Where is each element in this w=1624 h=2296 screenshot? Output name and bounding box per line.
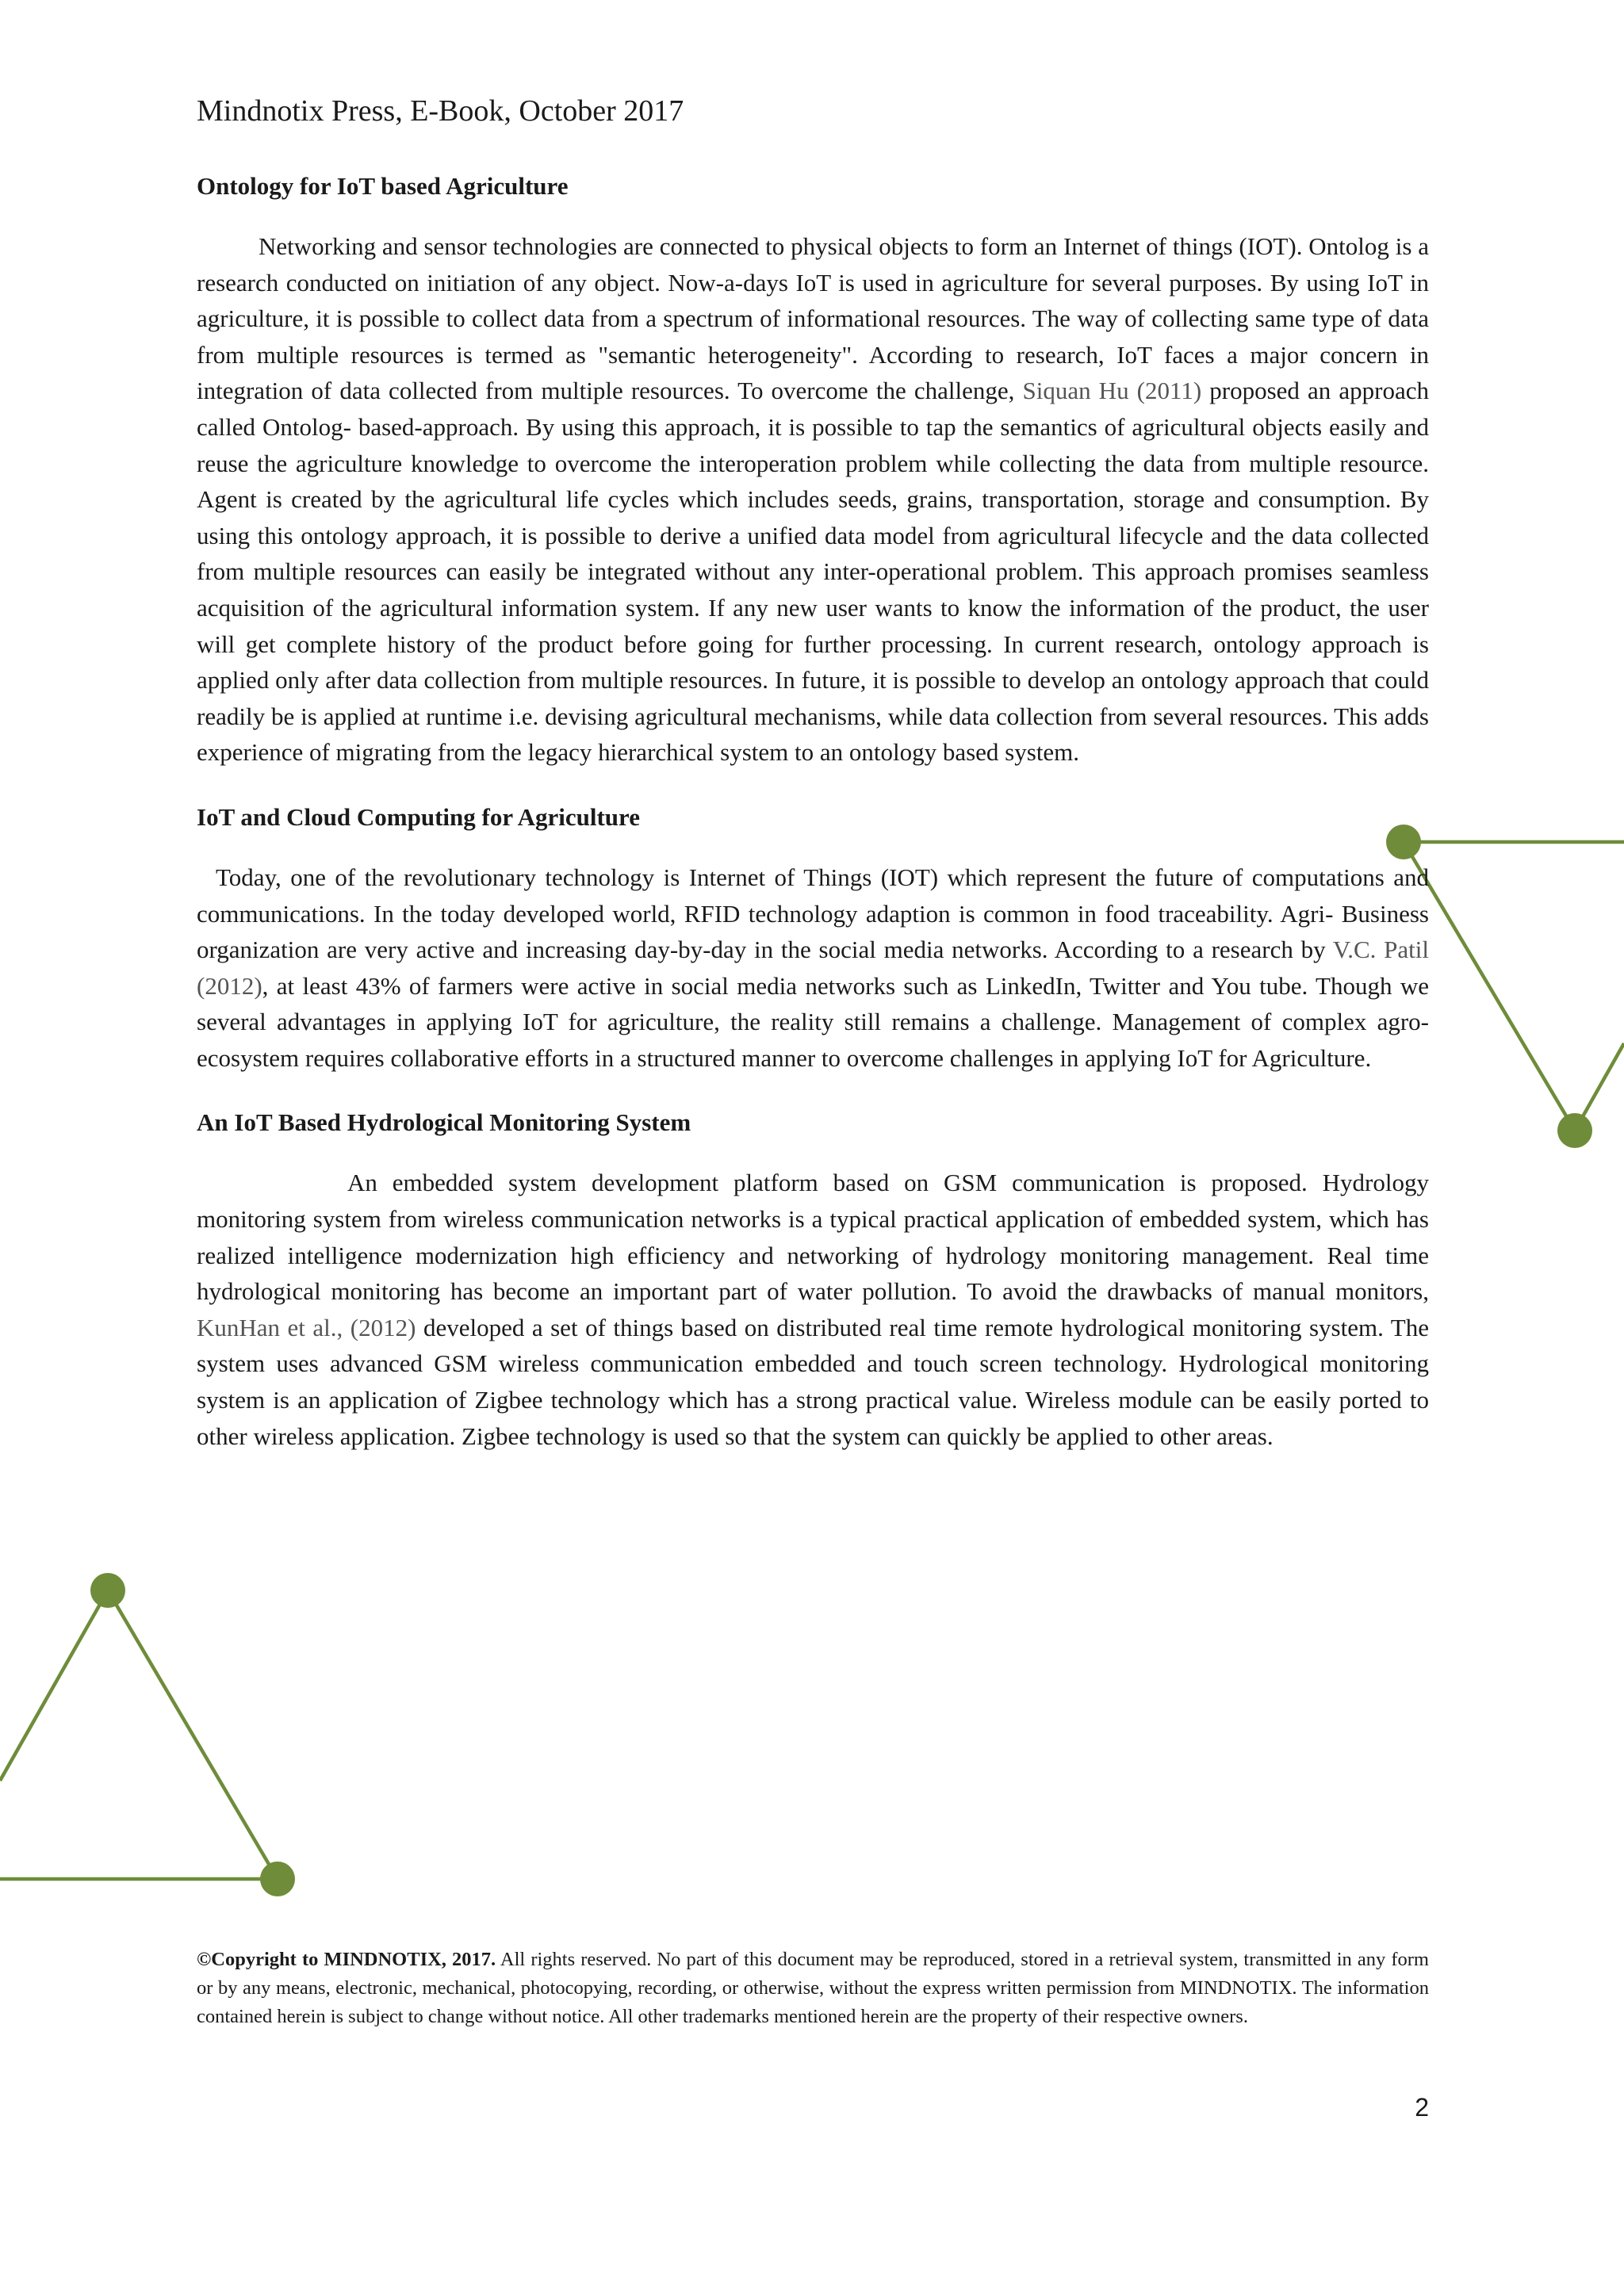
left-triangle-bottom-node	[260, 1862, 295, 1896]
copyright-text: All rights reserved. No part of this document may be reproduced, stored in a retrieval system, transmitted in any form or by any means, electronic, mechanical, photocopying, recording, or otherwise, without the express written permission from MINDNOTIX. The information contained herein is subject to change without notice. All other trademarks mentioned herein are the property of their respective owners.	[197, 1949, 1429, 2027]
paragraph-text: proposed an approach called Ontolog- based-approach. By using this approach, it is possible to tap the semantics of agricultural objects easily and reuse the agriculture knowledge to overcome the interoperation problem while collecting the data from multiple resource. Agent is created by the agricultural life cycles which includes seeds, grains, transportation, storage and consumption. By using this ontology approach, it is possible to derive a unified data model from agricultural lifecycle and the data collected from multiple resources can easily be integrated without any inter-operational problem. This approach promises seamless acquisition of the agricultural information system. If any new user wants to know the information of the product, the user will get complete history of the product before going for further processing. In current research, ontology approach is applied only after data collection from multiple resources. In future, it is possible to develop an ontology approach that could readily be is applied at runtime i.e. devising agricultural mechanisms, while data collection from several resources. This adds experience of migrating from the legacy hierarchical system to an ontology based system.	[197, 377, 1429, 767]
citation-siquan-hu: Siquan Hu (2011)	[1022, 377, 1202, 405]
section-paragraph	[197, 1165, 1429, 1454]
paragraph-text: Networking and sensor technologies are connected to physical objects to form an Internet of things (IOT). Ontolog is a research conducted on initiation of any object. Now-a-days IoT is used in agriculture for several purposes. By using IoT in agriculture, it is possible to collect data from a spectrum of informational resources. The way of collecting same type of data from multiple resources is termed as "semantic heterogeneity". According to research, IoT faces a major concern in integration of data collected from multiple resources. To overcome the challenge,	[197, 232, 1429, 405]
copyright-label: ©Copyright to MINDNOTIX, 2017.	[197, 1949, 496, 1970]
copyright-footer	[197, 1946, 1429, 2031]
section-heading: An IoT Based Hydrological Monitoring System	[197, 1108, 691, 1137]
page-number: 2	[1415, 2093, 1429, 2122]
citation-kunhan: KunHan et al., (2012)	[197, 1313, 416, 1341]
page-header: Mindnotix Press, E-Book, October 2017	[197, 94, 684, 128]
right-triangle-right-edge	[1575, 1043, 1624, 1131]
paragraph-text: developed a set of things based on distributed real time remote hydrological monitoring system. The system uses advanced GSM wireless communication embedded and touch screen technology. Hydrological monitoring system is an application of Zigbee technology which has a strong practical value. Wireless module can be easily ported to other wireless application. Zigbee technology is used so that the system can quickly be applied to other areas.	[197, 1313, 1429, 1450]
paragraph-text: Today, one of the revolutionary technology is Internet of Things (IOT) which represent the future of computations and communications. In the today developed world, RFID technology adaption is common in food traceability. Agri- Business organization are very active and increasing day-by-day in the social media networks. According to a research by	[197, 863, 1429, 964]
left-triangle-top-node	[90, 1573, 125, 1608]
right-triangle-bottom-node	[1557, 1113, 1592, 1148]
left-triangle-right-edge	[108, 1590, 278, 1879]
section-ontology-iot-agriculture	[197, 168, 1429, 771]
document-content	[197, 168, 1429, 1483]
section-hydrological-monitoring	[197, 1104, 1429, 1454]
paragraph-text: , at least 43% of farmers were active in social media networks such as LinkedIn, Twitter and You tube. Though we several advantages in applying IoT for agriculture, the reality still remains a challenge. Management of complex agro-ecosystem requires collaborative efforts in a structured manner to overcome challenges in applying IoT for Agriculture.	[197, 971, 1429, 1072]
right-triangle-graphic	[1404, 842, 1624, 1131]
left-triangle-left-edge	[0, 1590, 108, 1781]
section-heading: Ontology for IoT based Agriculture	[197, 172, 569, 200]
section-paragraph	[197, 859, 1429, 1077]
section-paragraph	[197, 228, 1429, 771]
section-heading: IoT and Cloud Computing for Agriculture	[197, 802, 640, 831]
right-triangle-left-edge	[1404, 842, 1575, 1131]
section-iot-cloud-computing	[197, 799, 1429, 1077]
left-triangle-graphic	[0, 1590, 278, 1879]
paragraph-text: An embedded system development platform based on GSM communication is proposed. Hydrology monitoring system from wireless communication networks is a typical practical application of embedded system, which has realized intelligence modernization high efficiency and networking of hydrology monitoring management. Real time hydrological monitoring has become an important part of water pollution. To avoid the drawbacks of manual monitors,	[197, 1169, 1429, 1306]
citation-vc-patil: V.C. Patil (2012)	[197, 936, 1430, 1000]
